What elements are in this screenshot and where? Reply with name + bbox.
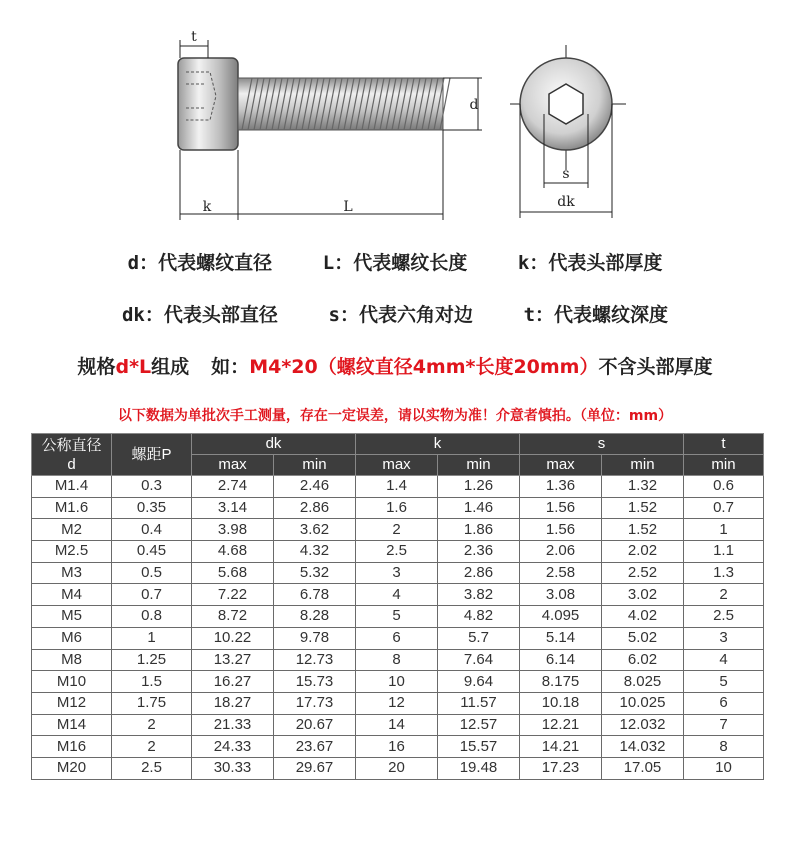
table-cell: 13.27 <box>192 649 274 671</box>
table-cell: 4 <box>356 584 438 606</box>
table-cell: 5.14 <box>520 627 602 649</box>
table-cell: 5.02 <box>602 627 684 649</box>
header-k: k <box>356 434 520 455</box>
table-cell: 2.58 <box>520 562 602 584</box>
table-cell: 5.32 <box>274 562 356 584</box>
table-cell: 2.86 <box>274 497 356 519</box>
table-cell: 3.08 <box>520 584 602 606</box>
table-cell: M2 <box>32 519 112 541</box>
table-row <box>32 497 764 519</box>
table-row <box>32 736 764 758</box>
legend-row-1 <box>0 248 790 275</box>
table-cell: M6 <box>32 627 112 649</box>
table-cell: 2.5 <box>684 606 764 628</box>
table-cell: 1.6 <box>356 497 438 519</box>
table-cell: 11.57 <box>438 692 520 714</box>
table-cell: 2 <box>684 584 764 606</box>
measurement-disclaimer: 以下数据为单批次手工测量，存在一定误差，请以实物为准！介意者慎拍。（单位：mm） <box>117 408 673 424</box>
table-cell: 2 <box>112 714 192 736</box>
table-cell: 5 <box>684 671 764 693</box>
table-row <box>32 649 764 671</box>
table-cell: 12.032 <box>602 714 684 736</box>
table-cell: M10 <box>32 671 112 693</box>
table-cell: 6.14 <box>520 649 602 671</box>
table-cell: 29.67 <box>274 757 356 779</box>
table-cell: 2.36 <box>438 541 520 563</box>
table-row <box>32 584 764 606</box>
table-cell: 10.18 <box>520 692 602 714</box>
table-cell: 2.06 <box>520 541 602 563</box>
table-cell: 8.72 <box>192 606 274 628</box>
header-min: min <box>602 455 684 476</box>
table-cell: 15.57 <box>438 736 520 758</box>
table-cell: 2.46 <box>274 476 356 498</box>
table-cell: 8.175 <box>520 671 602 693</box>
table-cell: 3.62 <box>274 519 356 541</box>
table-cell: 5.7 <box>438 627 520 649</box>
table-cell: 6 <box>684 692 764 714</box>
table-cell: M2.5 <box>32 541 112 563</box>
table-row <box>32 757 764 779</box>
table-cell: 5 <box>356 606 438 628</box>
legend-item: dk：代表头部直径 <box>121 304 278 326</box>
header-dk: dk <box>192 434 356 455</box>
label-k: k <box>202 199 212 215</box>
table-cell: 2.5 <box>112 757 192 779</box>
spec-example: M4*20（螺纹直径4mm*长度20mm） <box>249 356 599 378</box>
table-cell: 10 <box>684 757 764 779</box>
table-cell: 2 <box>112 736 192 758</box>
table-cell: 4.32 <box>274 541 356 563</box>
table-cell: 1.4 <box>356 476 438 498</box>
table-cell: 2.5 <box>356 541 438 563</box>
legend-item: L：代表螺纹长度 <box>322 252 468 274</box>
side-view <box>178 29 482 220</box>
table-cell: 3 <box>684 627 764 649</box>
table-row <box>32 606 764 628</box>
table-cell: 14.21 <box>520 736 602 758</box>
table-cell: 3 <box>356 562 438 584</box>
table-cell: 1.26 <box>438 476 520 498</box>
table-cell: 7.64 <box>438 649 520 671</box>
table-row <box>32 714 764 736</box>
table-cell: 1.52 <box>602 497 684 519</box>
end-view <box>510 45 626 218</box>
table-cell: 0.3 <box>112 476 192 498</box>
table-cell: 4.82 <box>438 606 520 628</box>
header-min: min <box>438 455 520 476</box>
label-d: d <box>469 97 479 113</box>
table-row <box>32 671 764 693</box>
table-cell: 2.52 <box>602 562 684 584</box>
table-cell: 4.02 <box>602 606 684 628</box>
table-cell: 9.78 <box>274 627 356 649</box>
table-cell: M20 <box>32 757 112 779</box>
label-L: L <box>343 199 353 215</box>
table-cell: 14.032 <box>602 736 684 758</box>
table-cell: 4.095 <box>520 606 602 628</box>
spec-table-body <box>32 476 764 780</box>
spec-formula: d*L <box>115 356 152 378</box>
table-cell: 1.86 <box>438 519 520 541</box>
table-cell: M5 <box>32 606 112 628</box>
table-cell: 1.3 <box>684 562 764 584</box>
legend-item: s：代表六角对边 <box>328 304 473 326</box>
table-cell: M4 <box>32 584 112 606</box>
table-cell: 24.33 <box>192 736 274 758</box>
table-cell: 2 <box>356 519 438 541</box>
table-cell: 3.02 <box>602 584 684 606</box>
screw-diagram <box>0 0 790 230</box>
table-cell: 6.02 <box>602 649 684 671</box>
table-cell: 12.73 <box>274 649 356 671</box>
table-cell: 16 <box>356 736 438 758</box>
table-cell: 20 <box>356 757 438 779</box>
header-t: t <box>684 434 764 455</box>
table-cell: 12 <box>356 692 438 714</box>
table-cell: 2.86 <box>438 562 520 584</box>
table-cell: 0.5 <box>112 562 192 584</box>
table-cell: M1.4 <box>32 476 112 498</box>
table-cell: 23.67 <box>274 736 356 758</box>
spec-table <box>31 433 764 780</box>
header-nominal-diameter: 公称直径 d <box>32 434 112 476</box>
label-t: t <box>191 29 197 45</box>
header-max: max <box>192 455 274 476</box>
table-cell: 1.56 <box>520 497 602 519</box>
header-min: min <box>684 455 764 476</box>
table-cell: M8 <box>32 649 112 671</box>
table-row <box>32 476 764 498</box>
table-cell: 0.4 <box>112 519 192 541</box>
table-cell: 0.35 <box>112 497 192 519</box>
table-cell: 8.025 <box>602 671 684 693</box>
table-cell: 12.57 <box>438 714 520 736</box>
table-row <box>32 627 764 649</box>
label-dk: dk <box>557 194 575 210</box>
table-cell: 9.64 <box>438 671 520 693</box>
table-cell: 1.36 <box>520 476 602 498</box>
table-cell: 12.21 <box>520 714 602 736</box>
legend-item: k：代表头部厚度 <box>517 252 663 274</box>
table-cell: 18.27 <box>192 692 274 714</box>
table-row <box>32 692 764 714</box>
table-cell: 1.1 <box>684 541 764 563</box>
table-cell: 10 <box>356 671 438 693</box>
table-cell: 1.32 <box>602 476 684 498</box>
header-max: max <box>356 455 438 476</box>
table-cell: 10.22 <box>192 627 274 649</box>
table-cell: 6 <box>356 627 438 649</box>
header-s: s <box>520 434 684 455</box>
table-row <box>32 562 764 584</box>
table-cell: 21.33 <box>192 714 274 736</box>
table-cell: 8 <box>684 736 764 758</box>
header-pitch: 螺距P <box>112 434 192 476</box>
table-cell: 16.27 <box>192 671 274 693</box>
table-cell: M1.6 <box>32 497 112 519</box>
table-cell: 1.75 <box>112 692 192 714</box>
table-cell: 0.45 <box>112 541 192 563</box>
table-cell: M14 <box>32 714 112 736</box>
table-cell: 1 <box>684 519 764 541</box>
table-cell: 5.68 <box>192 562 274 584</box>
legend-item: t：代表螺纹深度 <box>523 304 669 326</box>
table-cell: 8 <box>356 649 438 671</box>
legend-row-2 <box>0 300 790 327</box>
table-cell: M3 <box>32 562 112 584</box>
table-cell: 0.7 <box>112 584 192 606</box>
spec-format-line: 规格d*L组成 如：M4*20（螺纹直径4mm*长度20mm）不含头部厚度 <box>77 356 713 378</box>
table-cell: 2.74 <box>192 476 274 498</box>
table-cell: 2.02 <box>602 541 684 563</box>
header-max: max <box>520 455 602 476</box>
table-cell: 4 <box>684 649 764 671</box>
table-cell: 0.6 <box>684 476 764 498</box>
table-cell: 14 <box>356 714 438 736</box>
table-cell: 20.67 <box>274 714 356 736</box>
table-cell: 10.025 <box>602 692 684 714</box>
table-cell: 15.73 <box>274 671 356 693</box>
table-cell: 1.52 <box>602 519 684 541</box>
table-cell: 6.78 <box>274 584 356 606</box>
table-cell: 19.48 <box>438 757 520 779</box>
table-cell: 1.5 <box>112 671 192 693</box>
table-cell: 1 <box>112 627 192 649</box>
table-cell: 3.82 <box>438 584 520 606</box>
table-cell: 3.98 <box>192 519 274 541</box>
header-min: min <box>274 455 356 476</box>
table-cell: 4.68 <box>192 541 274 563</box>
table-cell: 0.7 <box>684 497 764 519</box>
table-cell: 7 <box>684 714 764 736</box>
table-cell: M12 <box>32 692 112 714</box>
label-s: s <box>562 166 570 182</box>
table-cell: 3.14 <box>192 497 274 519</box>
table-cell: 17.05 <box>602 757 684 779</box>
table-cell: 1.46 <box>438 497 520 519</box>
table-cell: 8.28 <box>274 606 356 628</box>
table-cell: 1.56 <box>520 519 602 541</box>
table-cell: 17.23 <box>520 757 602 779</box>
table-cell: 30.33 <box>192 757 274 779</box>
table-cell: 17.73 <box>274 692 356 714</box>
table-cell: M16 <box>32 736 112 758</box>
table-cell: 7.22 <box>192 584 274 606</box>
table-row <box>32 541 764 563</box>
legend-item: d：代表螺纹直径 <box>127 252 273 274</box>
table-cell: 1.25 <box>112 649 192 671</box>
table-row <box>32 519 764 541</box>
table-cell: 0.8 <box>112 606 192 628</box>
